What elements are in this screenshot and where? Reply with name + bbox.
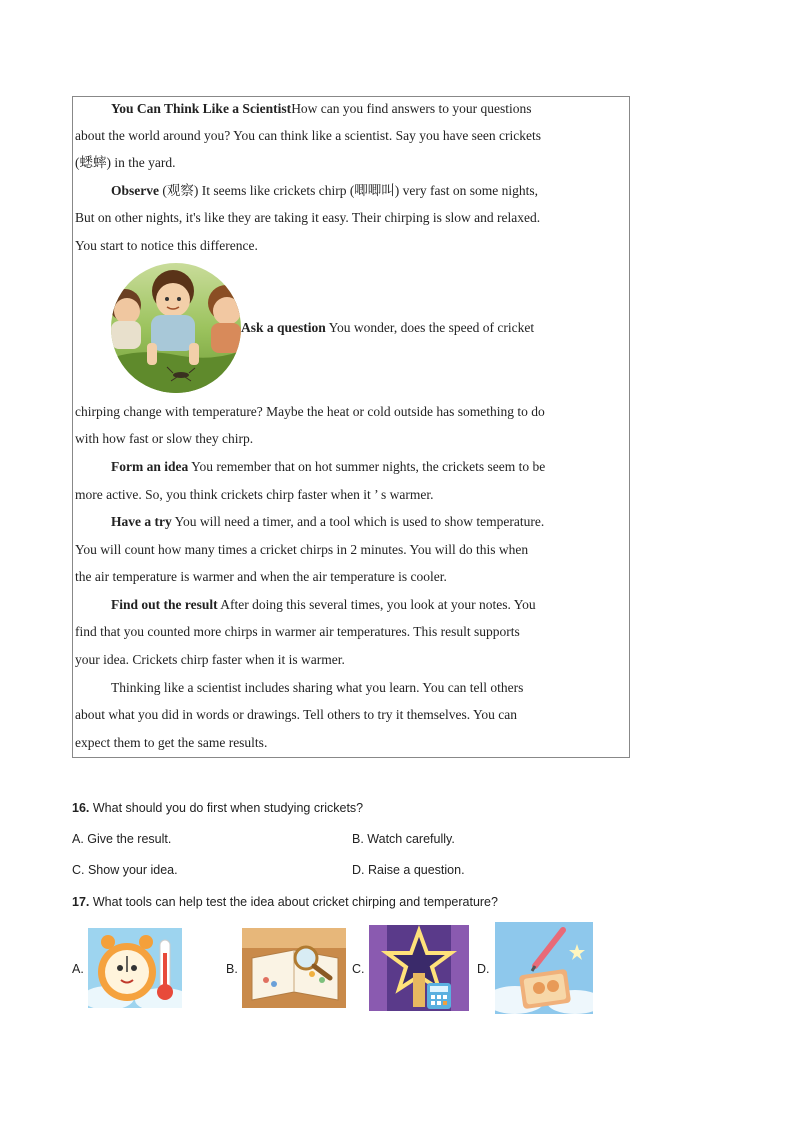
- q17-option-d-label[interactable]: D.: [477, 962, 490, 976]
- children-watching-cricket-image: [111, 263, 241, 393]
- q16-option-b[interactable]: B. Watch carefully.: [352, 832, 455, 846]
- q17-option-b-label[interactable]: B.: [226, 962, 238, 976]
- ask-question-heading: Ask a question: [241, 320, 326, 335]
- passage-line-20: expect them to get the same results.: [75, 735, 268, 750]
- pencil-book-image[interactable]: [495, 922, 593, 1014]
- passage-line-13: You will count how many times a cricket chirps in 2 minutes. You will do this when: [75, 542, 529, 557]
- passage-line-9: with how fast or slow they chirp.: [75, 431, 254, 446]
- passage-line-try: Have a try You will need a timer, and a tool which is used to show temperature.: [111, 514, 545, 529]
- question-17-number: 17.: [72, 895, 90, 909]
- passage-line-11: more active. So, you think crickets chirp faster when it ’ s warmer.: [75, 487, 434, 502]
- reading-passage-box: [72, 96, 630, 758]
- find-result-heading: Find out the result: [111, 597, 218, 612]
- q16-option-c[interactable]: C. Show your idea.: [72, 863, 178, 877]
- q17-option-c-label[interactable]: C.: [352, 962, 365, 976]
- star-calculator-image[interactable]: [369, 925, 469, 1011]
- passage-line-form: Form an idea You remember that on hot summer nights, the crickets seem to be: [111, 459, 546, 474]
- passage-line-2: about the world around you? You can think like a scientist. Say you have seen crickets: [75, 128, 542, 143]
- passage-line-result: Find out the result After doing this several times, you look at your notes. You: [111, 597, 536, 612]
- passage-line-1: You Can Think Like a ScientistHow can you find answers to your questions: [111, 101, 532, 116]
- passage-line-8: chirping change with temperature? Maybe the heat or cold outside has something to do: [75, 404, 545, 419]
- observe-heading: Observe: [111, 183, 159, 198]
- question-16-number: 16.: [72, 801, 90, 815]
- passage-title: You Can Think Like a Scientist: [111, 101, 292, 116]
- passage-line-19: about what you did in words or drawings. Tell others to try it themselves. You can: [75, 707, 518, 722]
- passage-line-ask: Ask a question You wonder, does the speed of cricket: [241, 320, 535, 335]
- passage-line-3: (蟋蟀) in the yard.: [75, 155, 176, 170]
- passage-line-6: You start to notice this difference.: [75, 238, 258, 253]
- question-16: 16. What should you do first when studying crickets?: [72, 801, 364, 815]
- question-17: 17. What tools can help test the idea about cricket chirping and temperature?: [72, 895, 498, 909]
- passage-line-18: Thinking like a scientist includes sharing what you learn. You can tell others: [111, 680, 524, 695]
- have-a-try-heading: Have a try: [111, 514, 172, 529]
- passage-line-14: the air temperature is warmer and when the air temperature is cooler.: [75, 569, 447, 584]
- passage-line-5: But on other nights, it's like they are taking it easy. Their chirping is slow and relaxed.: [75, 210, 541, 225]
- notebook-magnifier-image[interactable]: [242, 928, 346, 1008]
- passage-line-17: your idea. Crickets chirp faster when it is warmer.: [75, 652, 345, 667]
- q16-option-a[interactable]: A. Give the result.: [72, 832, 172, 846]
- timer-thermometer-image[interactable]: [88, 928, 182, 1008]
- passage-line-16: find that you counted more chirps in warmer air temperatures. This result supports: [75, 624, 520, 639]
- form-idea-heading: Form an idea: [111, 459, 189, 474]
- q16-option-d[interactable]: D. Raise a question.: [352, 863, 465, 877]
- q17-option-a-label[interactable]: A.: [72, 962, 84, 976]
- passage-line-observe: Observe (观察) It seems like crickets chirp (唧唧叫) very fast on some nights,: [111, 183, 539, 198]
